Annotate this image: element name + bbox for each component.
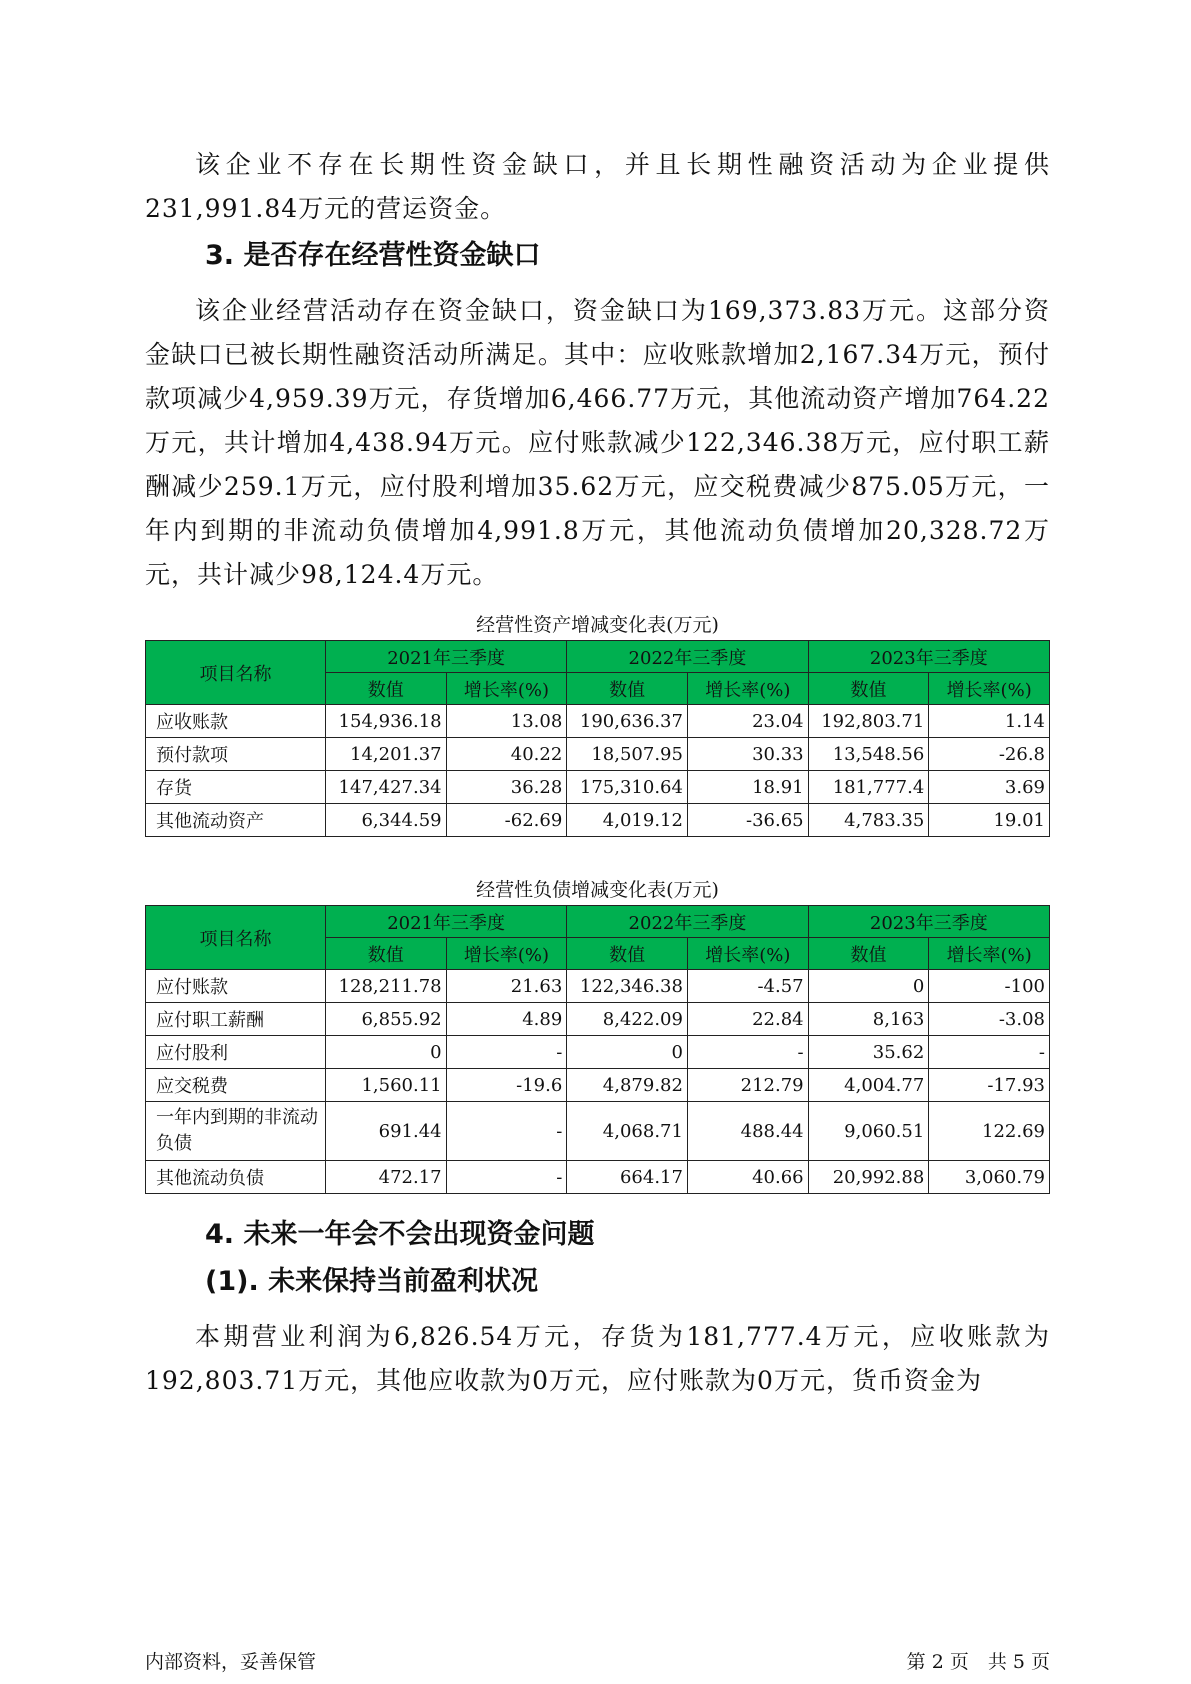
cell-value: 4,068.71 [567,1102,688,1161]
cell-growth-rate: -4.57 [687,970,808,1003]
column-header-value: 数值 [808,673,929,705]
cell-growth-rate: 40.22 [446,738,567,771]
liabilities-change-table [145,905,1050,1194]
cell-growth-rate: - [446,1161,567,1194]
cell-growth-rate: 488.44 [687,1102,808,1161]
cell-value: 691.44 [325,1102,446,1161]
cell-growth-rate: 212.79 [687,1069,808,1102]
cell-growth-rate: - [446,1036,567,1069]
cell-growth-rate: -17.93 [929,1069,1050,1102]
heading-operating-gap: 3. 是否存在经营性资金缺口 [205,240,541,271]
column-header-growth-rate: 增长率(%) [929,938,1050,970]
cell-value: 35.62 [808,1036,929,1069]
cell-growth-rate: -100 [929,970,1050,1003]
column-header-period: 2023年三季度 [808,641,1049,673]
cell-growth-rate: 3.69 [929,771,1050,804]
cell-value: 1,560.11 [325,1069,446,1102]
cell-value: 6,855.92 [325,1003,446,1036]
table-caption-liabilities: 经营性负债增减变化表(万元) [476,879,719,901]
cell-growth-rate: 40.66 [687,1161,808,1194]
row-item-name: 一年内到期的非流动负债 [146,1102,326,1161]
cell-growth-rate: - [446,1102,567,1161]
cell-growth-rate: 22.84 [687,1003,808,1036]
cell-value: 6,344.59 [325,804,446,837]
cell-growth-rate: - [929,1036,1050,1069]
cell-growth-rate: 18.91 [687,771,808,804]
column-header-period: 2022年三季度 [567,641,808,673]
table-row [146,970,1050,1003]
cell-value: 472.17 [325,1161,446,1194]
row-item-name: 其他流动资产 [146,804,326,837]
cell-value: 4,783.35 [808,804,929,837]
column-header-item-name: 项目名称 [146,641,326,705]
table-row [146,1036,1050,1069]
cell-growth-rate: 23.04 [687,705,808,738]
column-header-period: 2022年三季度 [567,906,808,938]
column-header-period: 2021年三季度 [325,641,566,673]
cell-value: 175,310.64 [567,771,688,804]
column-header-value: 数值 [567,938,688,970]
cell-value: 0 [808,970,929,1003]
paragraph-current-profit: 本期营业利润为6,826.54万元，存货为181,777.4万元，应收账款为192,803.71万元，其他应收款为0万元，应付账款为0万元，货币资金为 [145,1322,1050,1395]
cell-growth-rate: 30.33 [687,738,808,771]
cell-value: 0 [325,1036,446,1069]
column-header-growth-rate: 增长率(%) [446,938,567,970]
row-item-name: 预付款项 [146,738,326,771]
cell-value: 0 [567,1036,688,1069]
paragraph-operating-gap: 该企业经营活动存在资金缺口，资金缺口为169,373.83万元。这部分资金缺口已被长期性融资活动所满足。其中：应收账款增加2,167.34万元，预付款项减少4,959.39万元，存货增加6,466.77万元，其他流动资产增加764.22万元，共计增加4,438.94万元。应付账款减少122,346.38万元，应付职工薪酬减少259.1万元，应付股利增加35.62万元，应交税费减少875.05万元，一年内到期的非流动负债增加4,991.8万元，其他流动负债增加20,328.72万元，共计减少98,124.4万元。 [145,296,1050,589]
table-caption-assets: 经营性资产增减变化表(万元) [476,614,719,636]
cell-value: 13,548.56 [808,738,929,771]
column-header-item-name: 项目名称 [146,906,326,970]
cell-value: 147,427.34 [325,771,446,804]
table-row [146,1003,1050,1036]
cell-value: 664.17 [567,1161,688,1194]
cell-value: 190,636.37 [567,705,688,738]
table-row [146,1069,1050,1102]
cell-value: 154,936.18 [325,705,446,738]
column-header-value: 数值 [567,673,688,705]
cell-growth-rate: 13.08 [446,705,567,738]
row-item-name: 应交税费 [146,1069,326,1102]
cell-growth-rate: -3.08 [929,1003,1050,1036]
cell-growth-rate: 1.14 [929,705,1050,738]
cell-value: 4,019.12 [567,804,688,837]
cell-growth-rate: 3,060.79 [929,1161,1050,1194]
cell-growth-rate: -19.6 [446,1069,567,1102]
cell-value: 4,004.77 [808,1069,929,1102]
cell-growth-rate: -36.65 [687,804,808,837]
table-row [146,1161,1050,1194]
column-header-value: 数值 [808,938,929,970]
column-header-growth-rate: 增长率(%) [929,673,1050,705]
assets-change-table [145,640,1050,837]
cell-value: 9,060.51 [808,1102,929,1161]
cell-growth-rate: -26.8 [929,738,1050,771]
row-item-name: 应付股利 [146,1036,326,1069]
row-item-name: 其他流动负债 [146,1161,326,1194]
cell-growth-rate: - [687,1036,808,1069]
row-item-name: 应收账款 [146,705,326,738]
row-item-name: 应付账款 [146,970,326,1003]
table-row [146,1102,1050,1161]
table-row [146,705,1050,738]
heading-current-profit: (1). 未来保持当前盈利状况 [205,1266,539,1297]
cell-growth-rate: 122.69 [929,1102,1050,1161]
table-row [146,804,1050,837]
column-header-growth-rate: 增长率(%) [687,938,808,970]
cell-growth-rate: 19.01 [929,804,1050,837]
cell-value: 128,211.78 [325,970,446,1003]
row-item-name: 应付职工薪酬 [146,1003,326,1036]
cell-value: 192,803.71 [808,705,929,738]
paragraph-long-term-funding: 该企业不存在长期性资金缺口，并且长期性融资活动为企业提供231,991.84万元的营运资金。 [145,150,1050,223]
column-header-value: 数值 [325,938,446,970]
row-item-name: 存货 [146,771,326,804]
cell-value: 8,422.09 [567,1003,688,1036]
cell-growth-rate: 21.63 [446,970,567,1003]
cell-value: 20,992.88 [808,1161,929,1194]
cell-value: 14,201.37 [325,738,446,771]
heading-future-funding: 4. 未来一年会不会出现资金问题 [205,1219,595,1250]
cell-value: 18,507.95 [567,738,688,771]
cell-value: 122,346.38 [567,970,688,1003]
column-header-growth-rate: 增长率(%) [446,673,567,705]
cell-growth-rate: 4.89 [446,1003,567,1036]
footer-confidential-note: 内部资料，妥善保管 [145,1651,317,1673]
table-row [146,771,1050,804]
cell-value: 181,777.4 [808,771,929,804]
footer-page-number: 第 2 页 共 5 页 [906,1651,1050,1673]
cell-growth-rate: 36.28 [446,771,567,804]
table-row [146,738,1050,771]
column-header-value: 数值 [325,673,446,705]
column-header-period: 2023年三季度 [808,906,1049,938]
column-header-period: 2021年三季度 [325,906,566,938]
cell-value: 4,879.82 [567,1069,688,1102]
cell-value: 8,163 [808,1003,929,1036]
cell-growth-rate: -62.69 [446,804,567,837]
column-header-growth-rate: 增长率(%) [687,673,808,705]
